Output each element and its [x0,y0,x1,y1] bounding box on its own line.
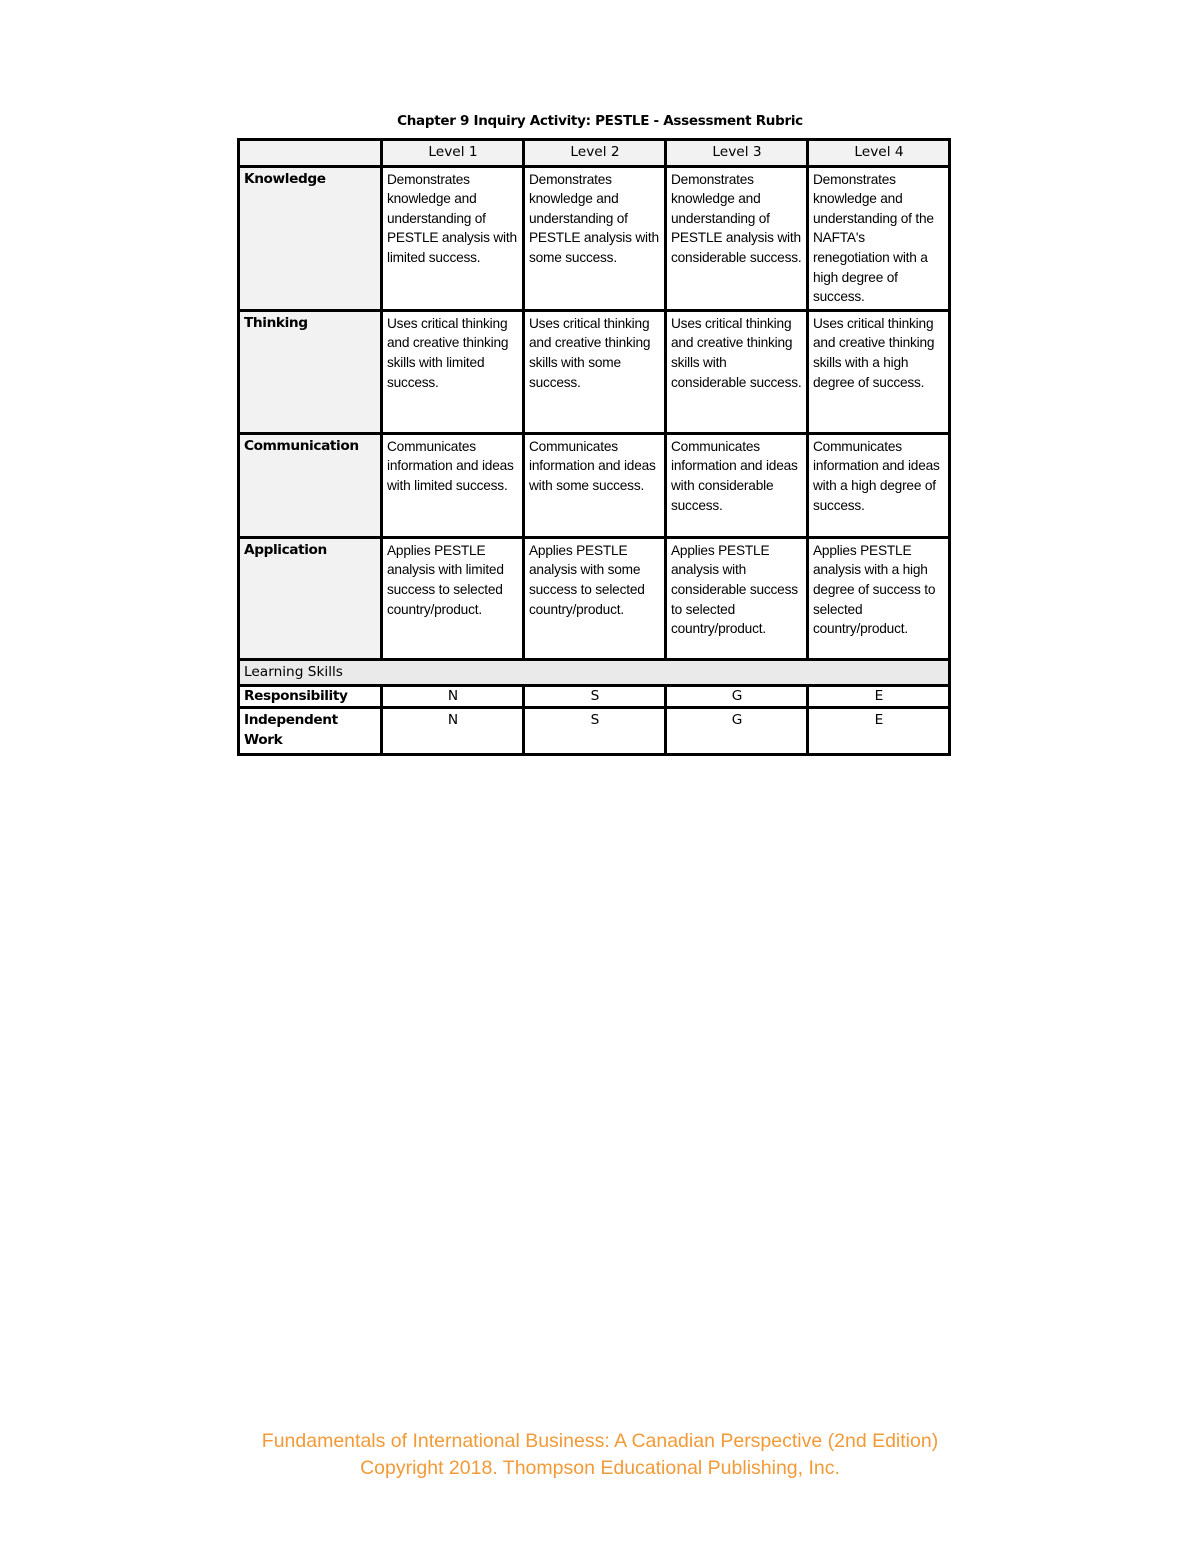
grade-cell: G [666,686,808,708]
descriptor-cell: Communicates information and ideas with some success. [524,433,666,537]
footer-copyright: Copyright 2018. Thompson Educational Publishing, Inc. [360,1457,840,1479]
criterion-row-communication [239,433,950,537]
descriptor-cell: Applies PESTLE analysis with considerable success to selected country/product. [666,537,808,659]
descriptor-cell: Uses critical thinking and creative thinking skills with a high degree of success. [808,310,950,433]
descriptor-cell: Uses critical thinking and creative thinking skills with limited success. [382,310,524,433]
descriptor-cell: Communicates information and ideas with a high degree of success. [808,433,950,537]
criterion-label: Knowledge [239,166,382,310]
level-1-header: Level 1 [382,140,524,167]
descriptor-cell: Applies PESTLE analysis with limited success to selected country/product. [382,537,524,659]
level-3-header: Level 3 [666,140,808,167]
descriptor-cell: Uses critical thinking and creative thinking skills with some success. [524,310,666,433]
descriptor-cell: Demonstrates knowledge and understanding of PESTLE analysis with considerable success. [666,166,808,310]
criterion-label: Application [239,537,382,659]
footer-book-title: Fundamentals of International Business: A Canadian Perspective (2nd Edition) [261,1430,939,1452]
grade-cell: E [808,686,950,708]
descriptor-cell: Uses critical thinking and creative thinking skills with considerable success. [666,310,808,433]
skill-row-responsibility [239,686,950,708]
corner-cell [239,140,382,167]
page-footer [0,1428,1200,1482]
criterion-row-thinking [239,310,950,433]
level-header-row [239,140,950,167]
grade-cell: N [382,708,524,754]
descriptor-cell: Demonstrates knowledge and understanding of PESTLE analysis with limited success. [382,166,524,310]
grade-cell: S [524,708,666,754]
learning-skills-row [239,659,950,686]
skill-label: Responsibility [239,686,382,708]
grade-cell: S [524,686,666,708]
assessment-rubric-table [237,138,951,756]
criterion-label: Communication [239,433,382,537]
descriptor-cell: Communicates information and ideas with considerable success. [666,433,808,537]
descriptor-cell: Applies PESTLE analysis with a high degree of success to selected country/product. [808,537,950,659]
descriptor-cell: Applies PESTLE analysis with some success to selected country/product. [524,537,666,659]
learning-skills-heading: Learning Skills [239,659,950,686]
grade-cell: N [382,686,524,708]
criterion-label: Thinking [239,310,382,433]
level-4-header: Level 4 [808,140,950,167]
criterion-row-knowledge [239,166,950,310]
descriptor-cell: Demonstrates knowledge and understanding of PESTLE analysis with some success. [524,166,666,310]
skill-label: Independent Work [239,708,382,754]
page-title: Chapter 9 Inquiry Activity: PESTLE - Assessment Rubric [397,113,803,129]
descriptor-cell: Communicates information and ideas with limited success. [382,433,524,537]
criterion-row-application [239,537,950,659]
grade-cell: G [666,708,808,754]
grade-cell: E [808,708,950,754]
skill-row-independent-work [239,708,950,754]
level-2-header: Level 2 [524,140,666,167]
descriptor-cell: Demonstrates knowledge and understanding of the NAFTA's renegotiation with a high degree of success. [808,166,950,310]
